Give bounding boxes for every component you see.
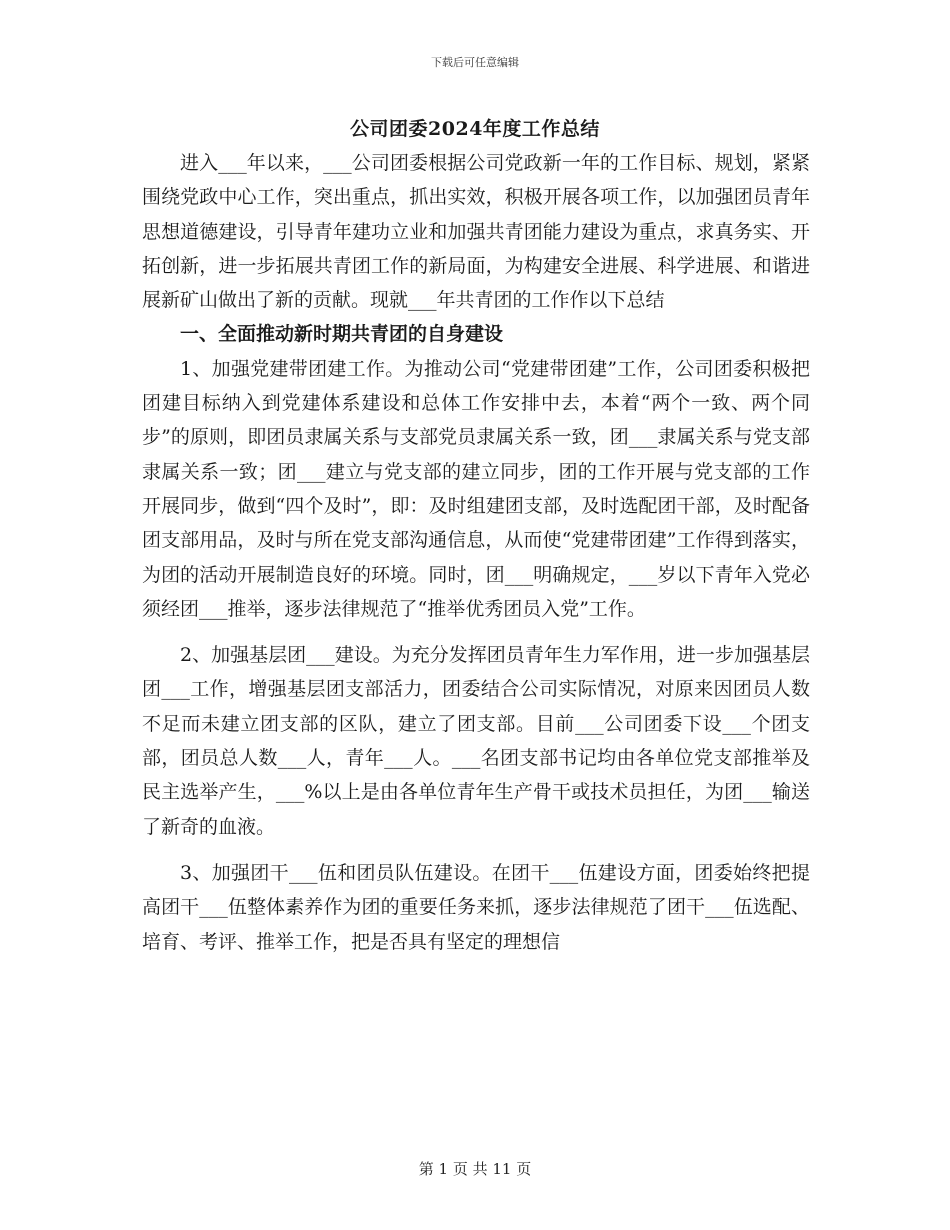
item-2-paragraph: 2、加强基层团___建设。为充分发挥团员青年生力军作用，进一步加强基层团___工作，增强基层团支部活力，团委结合公司实际情况，对原来因团员人数不足而未建立团支部的区队，建立了团支部。目前___公司团委下设___个团支部，团员总人数___人，青年___人。___名团支部书记均由各单位党支部推举及民主选举产生，___%以上是由各单位青年生产骨干或技术员担任，为团___输送了新奇的血液。 (142, 644, 810, 838)
document-body (142, 146, 810, 959)
document-title: 公司团委2024年度工作总结 (350, 118, 600, 140)
header-note: 下载后可任意编辑 (431, 56, 519, 69)
page-number-footer: 第 1 页 共 11 页 (418, 1160, 532, 1178)
section-heading: 一、全面推动新时期共青团的自身建设 (180, 323, 504, 346)
item-3-paragraph: 3、加强团干___伍和团员队伍建设。在团干___伍建设方面，团委始终把提高团干___伍整体素养作为团的重要任务来抓，逐步法律规范了团干___伍选配、培育、考评、推举工作，把是否具有坚定的理想信 (142, 861, 810, 953)
intro-paragraph: 进入___年以来，___公司团委根据公司党政新一年的工作目标、规划，紧紧围绕党政中心工作，突出重点，抓出实效，积极开展各项工作，以加强团员青年思想道德建设，引导青年建功立业和加强共青团能力建设为重点，求真务实、开拓创新，进一步拓展共青团工作的新局面，为构建安全进展、科学进展、和谐进展新矿山做出了新的贡献。现就___年共青团的工作作以下总结 (142, 152, 810, 312)
item-1-paragraph: 1、加强党建带团建工作。为推动公司“党建带团建”工作，公司团委积极把团建目标纳入到党建体系建设和总体工作安排中去，本着“两个一致、两个同步”的原则，即团员隶属关系与支部党员隶属关系一致，团___隶属关系与党支部隶属关系一致；团___建立与党支部的建立同步，团的工作开展与党支部的工作开展同步，做到“四个及时”，即：及时组建团支部，及时选配团干部，及时配备团支部用品，及时与所在党支部沟通信息，从而使“党建带团建”工作得到落实，为团的活动开展制造良好的环境。同时，团___明确规定，___岁以下青年入党必须经团___推举，逐步法律规范了“推举优秀团员入党”工作。 (142, 357, 810, 620)
